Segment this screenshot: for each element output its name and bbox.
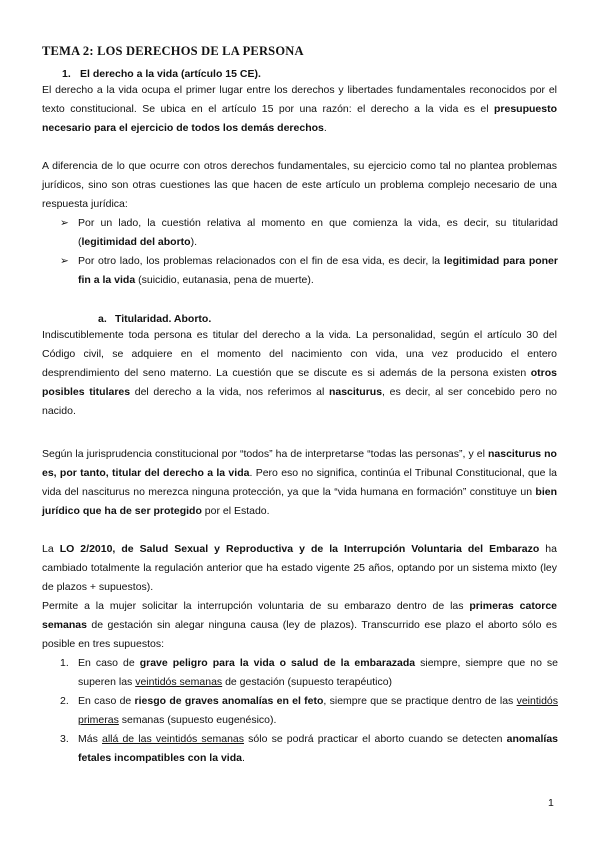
bullet-item-2: Por otro lado, los problemas relacionados con el fin de esa vida, es decir, la legitimidad para poner fin a la vida (suicidio, eutanasia, pena de muerte). <box>78 255 558 287</box>
numbered-item-2: En caso de riesgo de graves anomalías en el feto, siempre que se practique dentro de las veintidós primeras semanas (supuesto eugenésico). <box>78 695 559 727</box>
paragraph-jurisprudencia: Según la jurisprudencia constitucional por “todos” ha de interpretarse “todas las personas”, y el nasciturus no es, por tanto, titular del derecho a la vida. Pero eso no significa, continúa el Tribunal Constitucional, que la vida del nasciturus no merezca ninguna protección, ya que la “vida humana en formación” constituye un bien jurídico que ha de ser protegido por el Estado. <box>42 448 558 518</box>
subsection-heading <box>98 313 211 325</box>
list-number: 1. <box>60 657 69 669</box>
arrow-bullet-icon: ➢ <box>60 217 69 229</box>
arrow-bullet-icon: ➢ <box>60 255 69 267</box>
subsection-heading-text: Titularidad. Aborto. <box>115 313 212 325</box>
paragraph-intro: El derecho a la vida ocupa el primer lugar entre los derechos y libertades fundamentales reconocidos por el texto constitucional. Se ubica en el artículo 15 por una razón: el derecho a la vida es el presupuesto necesario para el ejercicio de todos los demás derechos. <box>42 84 557 135</box>
numbered-item-1: En caso de grave peligro para la vida o salud de la embarazada siempre, siempre que no se superen las veintidós semanas de gestación (supuesto terapéutico) <box>78 657 558 689</box>
document-title: TEMA 2: LOS DERECHOS DE LA PERSONA <box>42 44 304 58</box>
section-heading-1 <box>62 68 261 80</box>
paragraph-plazos: Permite a la mujer solicitar la interrupción voluntaria de su embarazo dentro de las primeras catorce semanas de gestación sin alegar ninguna causa (ley de plazos). Transcurrido ese plazo el aborto sólo es posible en tres supuestos: <box>42 600 557 651</box>
paragraph-titularidad: Indiscutiblemente toda persona es titular del derecho a la vida. La personalidad, según el artículo 30 del Código civil, se adquiere en el momento del nacimiento con vida, una vez producido el entero desprendimiento del seno materno. La cuestión que se discute es si además de la persona existen otros posibles titulares del derecho a la vida, nos referimos al nasciturus, es decir, al ser concebido pero no nacido. <box>42 329 558 418</box>
section-number: 1. <box>62 68 71 80</box>
paragraph-lo-2010: La LO 2/2010, de Salud Sexual y Reproductiva y de la Interrupción Voluntaria del Embarazo ha cambiado totalmente la regulación anterior que ha estado vigente 25 años, optando por un sistema mixto (ley de plazos + supuestos). <box>42 543 557 594</box>
page-number: 1 <box>548 797 554 809</box>
subsection-letter: a. <box>98 313 107 325</box>
bullet-item-1: Por un lado, la cuestión relativa al momento en que comienza la vida, es decir, su titularidad (legitimidad del aborto). <box>78 217 558 249</box>
paragraph-difference: A diferencia de lo que ocurre con otros derechos fundamentales, su ejercicio como tal no plantea problemas jurídicos, sino son otras cuestiones las que hacen de este artículo un problema complejo necesario de una respuesta jurídica: <box>42 160 557 211</box>
section-heading-text: El derecho a la vida (artículo 15 CE). <box>80 68 261 80</box>
list-number: 3. <box>60 733 69 745</box>
list-number: 2. <box>60 695 69 707</box>
numbered-item-3: Más allá de las veintidós semanas sólo se podrá practicar el aborto cuando se detecten anomalías fetales incompatibles con la vida. <box>78 733 558 765</box>
